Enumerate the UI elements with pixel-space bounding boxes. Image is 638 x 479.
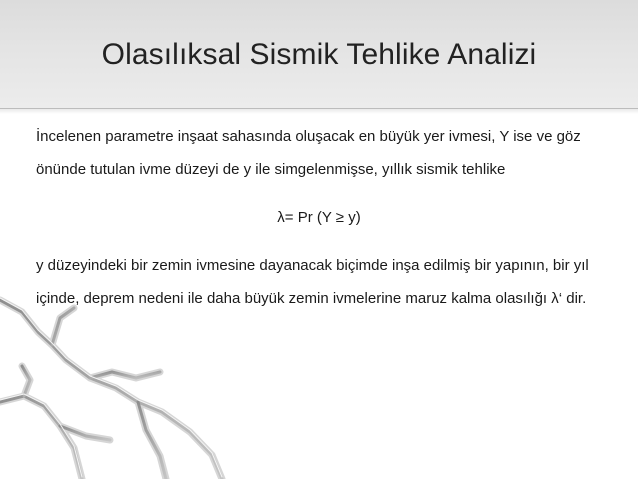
- paragraph-explanation: y düzeyindeki bir zemin ivmesine dayanacak biçimde inşa edilmiş bir yapının, bir yıl içinde, deprem nedeni ile daha büyük zemin ivmelerine maruz kalma olasılığı λ‘ dir.: [36, 257, 589, 307]
- paragraph-intro: İncelenen parametre inşaat sahasında oluşacak en büyük yer ivmesi, Y ise ve göz önünde tutulan ivme düzeyi de y ile simgelenmişse, yıllık sismik tehlike: [36, 128, 581, 178]
- slide-title: Olasılıksal Sismik Tehlike Analizi: [101, 38, 537, 71]
- content: [36, 120, 602, 315]
- formula: λ= Pr (Y ≥ y): [277, 209, 361, 226]
